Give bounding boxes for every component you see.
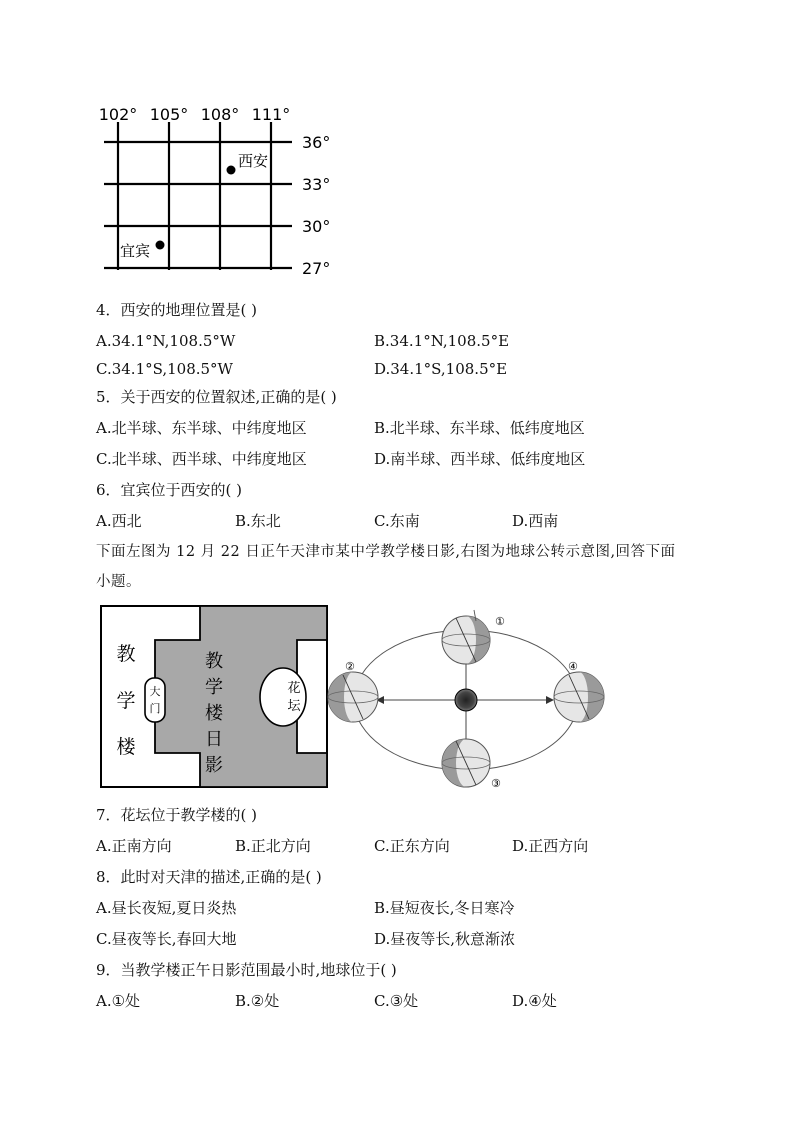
xian-dot [227, 166, 236, 175]
shadow-char-5: 影 [205, 755, 223, 776]
orbit-label-3: ③ [491, 777, 501, 790]
q9-option-c: C.③处 [374, 992, 419, 1010]
flowerbed [260, 668, 306, 726]
q5-option-c: C.北半球、西半球、中纬度地区 [96, 450, 307, 468]
building-char-2: 学 [116, 690, 136, 712]
yibin-label: 宜宾 [120, 242, 151, 260]
q6-option-c: C.东南 [374, 512, 420, 530]
lat-label-36: 36° [302, 133, 331, 152]
flowerbed-char-1: 花 [287, 681, 301, 696]
q7-option-d: D.正西方向 [512, 837, 589, 855]
shadow-char-4: 日 [205, 729, 223, 750]
q4-option-d: D.34.1°S,108.5°E [374, 360, 508, 378]
q9-stem: 9．当教学楼正午日影范围最小时,地球位于( ) [96, 961, 397, 979]
earth-position-2 [328, 672, 378, 722]
q5-option-d: D.南半球、西半球、低纬度地区 [374, 450, 586, 468]
earth-position-3 [442, 739, 490, 787]
building-shadow-diagram [100, 605, 328, 788]
q5-stem: 5．关于西安的位置叙述,正确的是( ) [96, 388, 337, 406]
q7-stem: 7．花坛位于教学楼的( ) [96, 806, 258, 824]
q8-stem: 8．此时对天津的描述,正确的是( ) [96, 868, 322, 886]
building-char-1: 教 [116, 643, 136, 665]
q8-option-b: B.昼短夜长,冬日寒冷 [374, 899, 515, 917]
orbit-label-2: ② [345, 660, 355, 673]
lat-label-27: 27° [302, 259, 331, 278]
flowerbed-char-2: 坛 [287, 699, 301, 714]
lon-label-111: 111° [251, 105, 291, 124]
shadow-char-1: 教 [205, 651, 223, 672]
earth-position-1 [442, 610, 490, 664]
intro-line-1: 下面左图为 12 月 22 日正午天津市某中学教学楼日影,右图为地球公转示意图,回答下面 [96, 544, 676, 560]
orbit-label-1: ① [495, 615, 505, 628]
q9-option-a: A.①处 [96, 992, 141, 1010]
lat-lon-grid-map [96, 100, 346, 285]
xian-label: 西安 [238, 152, 269, 170]
intro-line-2: 小题。 [96, 574, 141, 590]
earth-orbit-diagram [325, 605, 615, 795]
lon-label-108: 108° [200, 105, 240, 124]
q4-stem: 4．西安的地理位置是( ) [96, 301, 258, 319]
sun [455, 689, 477, 711]
lon-label-102: 102° [98, 105, 138, 124]
earth-position-4 [554, 672, 604, 722]
q4-option-b: B.34.1°N,108.5°E [374, 332, 510, 350]
building-char-3: 楼 [116, 736, 136, 758]
q7-option-a: A.正南方向 [96, 837, 172, 855]
q8-option-c: C.昼夜等长,春回大地 [96, 930, 237, 948]
shadow-char-2: 学 [205, 677, 223, 698]
q8-option-d: D.昼夜等长,秋意渐浓 [374, 930, 516, 948]
lat-label-30: 30° [302, 217, 331, 236]
q9-option-d: D.④处 [512, 992, 557, 1010]
lon-label-105: 105° [149, 105, 189, 124]
q6-option-b: B.东北 [235, 512, 281, 530]
q6-stem: 6．宜宾位于西安的( ) [96, 481, 243, 499]
yibin-dot [156, 241, 165, 250]
q7-option-c: C.正东方向 [374, 837, 450, 855]
lat-label-33: 33° [302, 175, 331, 194]
q4-option-c: C.34.1°S,108.5°W [96, 360, 233, 378]
q5-option-a: A.北半球、东半球、中纬度地区 [96, 419, 307, 437]
shadow-char-3: 楼 [205, 703, 223, 724]
q5-option-b: B.北半球、东半球、低纬度地区 [374, 419, 585, 437]
q6-option-a: A.西北 [96, 512, 142, 530]
q9-option-b: B.②处 [235, 992, 280, 1010]
q6-option-d: D.西南 [512, 512, 559, 530]
gate-char-2: 门 [149, 702, 161, 715]
q7-option-b: B.正北方向 [235, 837, 311, 855]
orbit-label-4: ④ [568, 660, 578, 673]
q4-option-a: A.34.1°N,108.5°W [96, 332, 236, 350]
gate-char-1: 大 [149, 685, 161, 698]
q8-option-a: A.昼长夜短,夏日炎热 [96, 899, 237, 917]
